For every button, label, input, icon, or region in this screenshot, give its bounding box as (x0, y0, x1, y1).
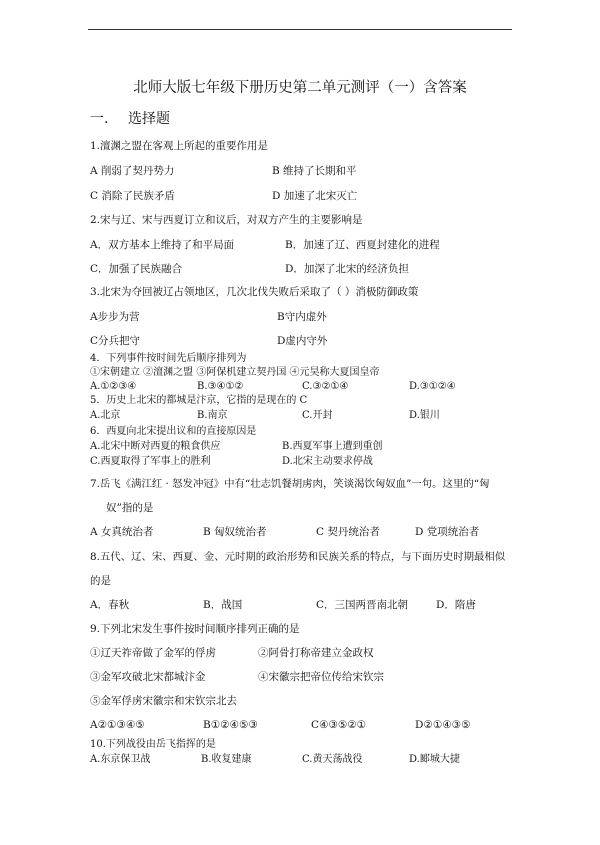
question-4-option-a: A.①②③④ (90, 381, 137, 392)
question-1-option-d: D 加速了北宋灭亡 (272, 190, 358, 202)
question-7-stem-line-1: 7.岳飞《满江红 · 怒发冲冠》中有“壮志饥餐胡虏肉，笑谈渴饮匈奴血”一句。这里的“匈 (90, 478, 490, 490)
question-2-option-b: B．加速了辽、西夏封建化的进程 (285, 239, 440, 251)
question-2-option-a: A．双方基本上维持了和平局面 (90, 239, 235, 251)
question-7-option-a: A 女真统治者 (90, 526, 154, 538)
question-2-option-d: D．加深了北宋的经济负担 (285, 263, 409, 275)
section-number: 一. (90, 111, 109, 127)
question-10-option-b: B.收复建康 (201, 754, 252, 765)
question-5-option-a: A.北京 (90, 410, 121, 421)
question-9-item-1: ①辽天祚帝做了金军的俘虏 (90, 647, 216, 659)
question-8-option-a: A．春秋 (90, 599, 130, 611)
question-7-option-d: D 党项统治者 (415, 526, 480, 538)
question-7-stem-line-2: 奴”指的是 (106, 502, 154, 514)
question-1-stem: 1.澶渊之盟在客观上所起的重要作用是 (90, 140, 269, 152)
question-6-stem: 6．西夏向北宋提出议和的直接原因是 (90, 426, 257, 437)
question-9-stem: 9.下列北宋发生事件按时间顺序排列正确的是 (90, 623, 300, 635)
question-9-item-3: ③金军攻破北宋都城汴金 (90, 671, 206, 683)
question-4-option-d: D.③①②④ (409, 381, 456, 392)
question-1-option-c: C 消除了民族矛盾 (90, 190, 175, 202)
question-3-option-d: D虚内守外 (277, 335, 328, 347)
question-9-option-a: A②①③④⑤ (90, 719, 145, 731)
question-10-option-c: C.黄天荡战役 (302, 754, 363, 765)
question-2-option-c: C．加强了民族融合 (90, 263, 183, 275)
question-9-item-4: ④宋徽宗把帝位传给宋钦宗 (258, 671, 384, 683)
question-8-option-c: C．三国两晋南北朝 (316, 599, 409, 611)
question-6-option-a: A.北宋中断对西夏的粮食供应 (90, 441, 221, 452)
question-8-stem-line-1: 8.五代、辽、宋、西夏、金、元时期的政治形势和民族关系的特点，与下面历史时期最相似 (90, 551, 506, 563)
section-heading (90, 110, 170, 128)
question-8-option-d: D．隋唐 (436, 599, 476, 611)
question-10-option-d: D.郾城大捷 (409, 754, 460, 765)
question-9-item-2: ②阿骨打称帝建立金政权 (258, 647, 374, 659)
question-6-option-d: D.北宋主动要求停战 (282, 456, 373, 467)
question-4-option-c: C.③②①④ (302, 381, 349, 392)
question-5-option-c: C.开封 (302, 410, 333, 421)
question-6-option-b: B.西夏军事上遭到重创 (282, 441, 383, 452)
question-5-option-b: B.南京 (197, 410, 228, 421)
header-rule (88, 29, 512, 30)
question-7-option-c: C 契丹统治者 (316, 526, 380, 538)
question-9-item-5: ⑤金军俘虏宋徽宗和宋钦宗北去 (90, 695, 237, 707)
question-8-option-b: B．战国 (203, 599, 243, 611)
question-2-stem: 2.宋与辽、宋与西夏订立和议后，对双方产生的主要影响是 (90, 214, 363, 226)
question-10-stem: 10.下列战役由岳飞指挥的是 (90, 739, 216, 750)
question-9-option-d: D②①④③⑤ (415, 719, 471, 731)
question-3-option-c: C分兵把守 (90, 335, 141, 347)
question-5-stem: 5．历史上北宋的都城是汴京，它指的是现在的 C (90, 395, 308, 406)
document-title: 北师大版七年级下册历史第二单元测评（一）含答案 (133, 80, 467, 96)
question-8-stem-line-2: 的是 (90, 575, 111, 587)
question-7-option-b: B 匈奴统治者 (203, 526, 267, 538)
question-1-option-a: A 削弱了契丹势力 (90, 165, 175, 177)
question-3-option-b: B守内虚外 (277, 311, 327, 323)
question-3-stem: 3.北宋为夺回被辽占领地区，几次北伐失败后采取了（ ）消极防御政策 (90, 286, 419, 298)
question-10-option-a: A.东京保卫战 (90, 754, 151, 765)
question-3-option-a: A步步为营 (90, 311, 140, 323)
question-9-option-b: B①②④⑤③ (203, 719, 258, 731)
section-label: 选择题 (128, 111, 170, 127)
question-6-option-c: C.西夏取得了军事上的胜利 (90, 456, 211, 467)
question-1-option-b: B 维持了长期和平 (272, 165, 357, 177)
question-4-items: ①宋朝建立 ②澶渊之盟 ③阿保机建立契丹国 ④元昊称大夏国皇帝 (90, 367, 380, 378)
question-4-option-b: B.③④①② (197, 381, 244, 392)
question-4-stem: 4．下列事件按时间先后顺序排列为 (90, 353, 247, 364)
question-9-option-c: C④③⑤②① (311, 719, 367, 731)
question-5-option-d: D.银川 (409, 410, 440, 421)
